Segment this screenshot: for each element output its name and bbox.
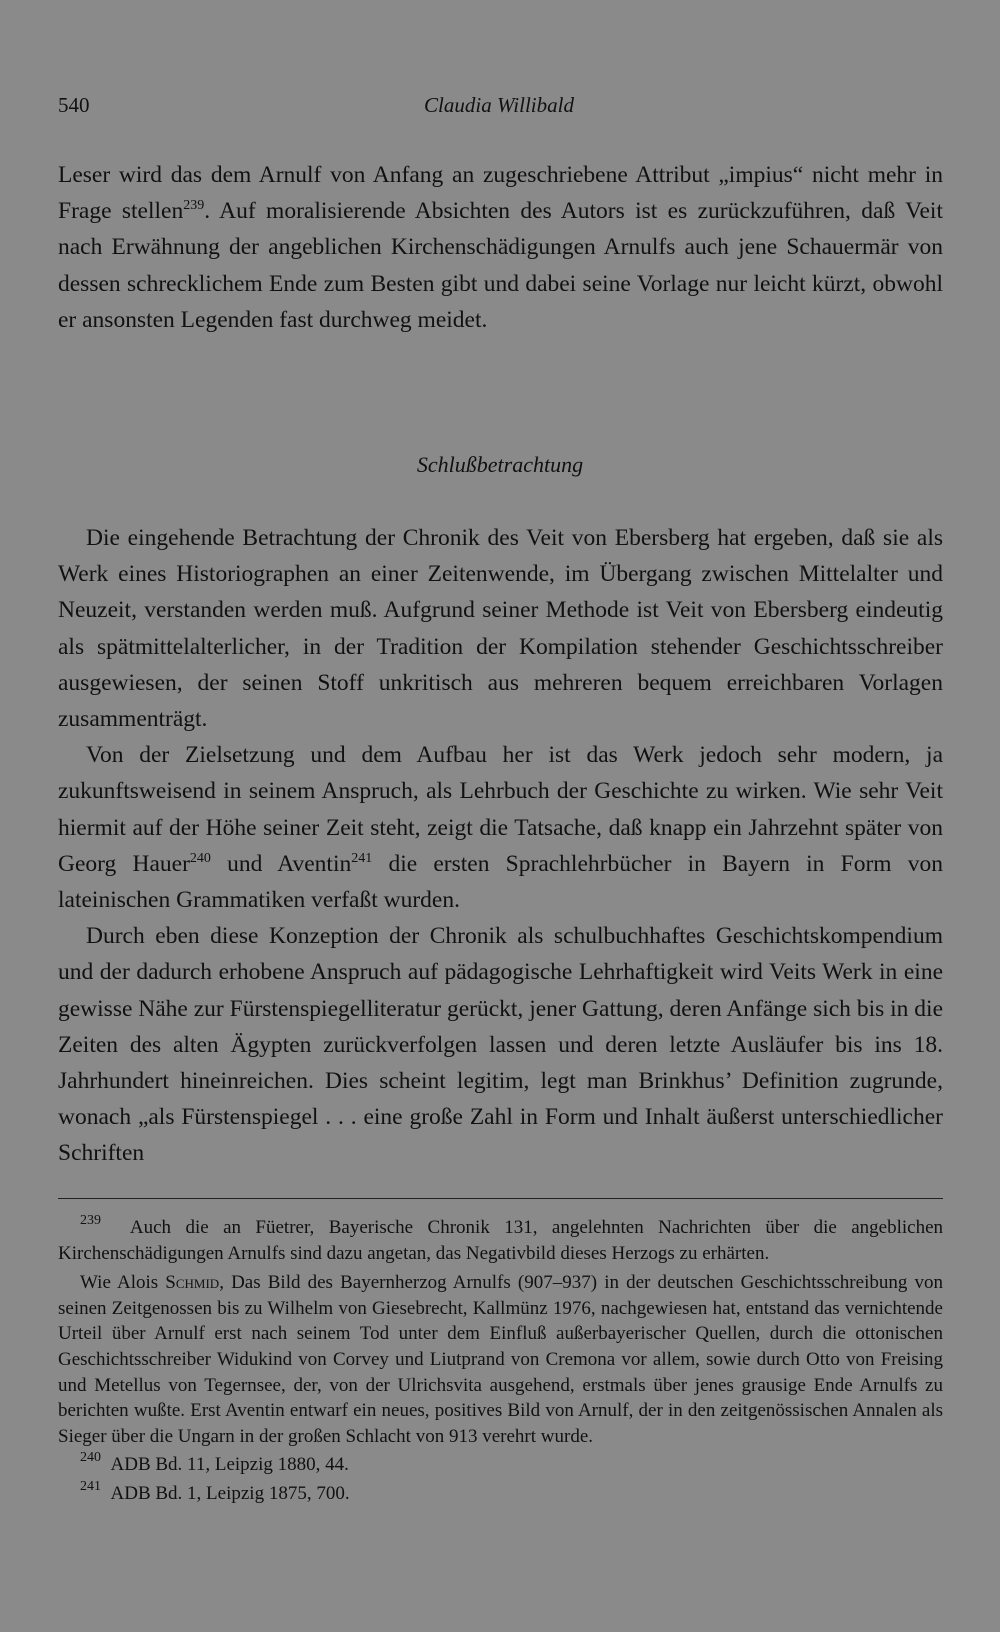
- footnote-239-cont-b: , Das Bild des Bayernherzog Arnulfs (907–937) in der deutschen Geschichtsschreibung von seinen Zeitgenossen bis zu Wilhelm von Giesebrecht, Kallmünz 1976, nachgewiesen hat, entstand das vernichtende Urteil über Arnulf erst nach seinem Tod unter dem Einfluß außerbayerischer Quellen, durch die ottonischen Geschichtsschreiber Widukind von Corvey und Liutprand von Cremona vor allem, sowie durch Otto von Freising und Metellus von Tegernsee, der, von der Ulrichsvita ausgehend, erstmals über jenes grausige Ende Arnulfs zu berichten wußte. Erst Aventin entwarf ein neues, positives Bild von Arnulf, der in den zeitgenössischen Annalen als Sieger über die Ungarn in der großen Schlacht von 913 verehrt wurde.: [58, 1272, 943, 1447]
- footnote-240: [58, 1452, 943, 1478]
- section-heading: Schlußbetrachtung: [416, 452, 584, 477]
- footnote-240-text: ADB Bd. 11, Leipzig 1880, 44.: [110, 1454, 349, 1476]
- footnote-239: [58, 1215, 943, 1266]
- footnotes: [58, 1215, 943, 1510]
- footnote-241: [58, 1478, 943, 1507]
- footnote-241-text: ADB Bd. 1, Leipzig 1875, 700.: [110, 1482, 350, 1504]
- footnote-number-241: 241: [80, 1478, 101, 1494]
- paragraph-1: Die eingehende Betrachtung der Chronik des Veit von Ebersberg hat ergeben, daß sie als Werk eines Historiographen an einer Zeitenwende, im Übergang zwischen Mittelalter und Neuzeit, verstanden werden muß. Aufgrund seiner Methode ist Veit von Ebersberg eindeutig als spätmittelalterlicher, in der Tradition der Kompilation stehender Geschichtsschreiber ausgewiesen, der seinen Stoff unkritisch aus mehreren bequem erreichbaren Vorlagen zusammenträgt.: [58, 525, 943, 733]
- paragraph-2-text-c: die ersten Sprachlehrbücher in Bayern in Form von lateinischen Grammatiken verfaßt wurden.: [58, 850, 943, 914]
- intro-text-2: . Auf moralisierende Absichten des Autors ist es zurückzuführen, daß Veit nach Erwähnung der angeblichen Kirchenschädigungen Arnulfs auch jene Schauermär von dessen schrecklichem Ende zum Besten gibt und dabei seine Vorlage nur leicht kürzt, obwohl er ansonsten Legenden fast durchweg meidet.: [58, 198, 943, 333]
- footnote-number-240: 240: [80, 1450, 101, 1466]
- footnote-239-cont-a: Wie Alois: [80, 1272, 166, 1294]
- footnote-ref-239: 239: [183, 198, 205, 214]
- section-body: [58, 520, 943, 1172]
- page-header: [58, 93, 940, 123]
- intro-paragraph: [58, 157, 943, 338]
- running-head: Claudia Willibald: [424, 93, 574, 117]
- footnote-author-schmid: Schmid: [165, 1272, 220, 1294]
- intro-text-1: Leser wird das dem Arnulf von Anfang an zugeschriebene Attribut „impius“ nicht mehr in Frage stellen: [58, 162, 943, 225]
- paragraph-2-text-b: und Aventin: [210, 850, 352, 877]
- footnote-number-239: 239: [80, 1213, 101, 1228]
- page-number: 540: [58, 93, 90, 117]
- paragraph-3: Durch eben diese Konzeption der Chronik als schulbuchhaftes Geschichtskompendium und der dadurch erhobene Anspruch auf pädagogische Lehrhaftigkeit wird Veits Werk in eine gewisse Nähe zur Fürstenspiegelliteratur gerückt, jener Gattung, deren Anfänge sich bis in die Zeiten des alten Ägypten zurückverfolgen lassen und deren letzte Ausläufer bis ins 18. Jahrhundert hineinreichen. Dies scheint legitim, legt man Brinkhus’ Definition zugrunde, wonach „als Fürstenspiegel . . . eine große Zahl in Form und Inhalt äußerst unterschiedlicher Schriften: [58, 923, 943, 1167]
- footnote-239-text: Auch die an Füetrer, Bayerische Chronik 131, angelehnten Nachrichten über die angeblichen Kirchenschädigungen Arnulfs sind dazu angetan, das Negativbild dieses Herzogs zu erhärten.: [58, 1217, 944, 1264]
- paragraph-2: [58, 737, 943, 918]
- footnote-239-continuation: [58, 1270, 943, 1449]
- paragraph-2-text-a: Von der Zielsetzung und dem Aufbau her ist das Werk jedoch sehr modern, ja zukunftsweisend in seinem Anspruch, als Lehrbuch der Geschichte zu wirken. Wie sehr Veit hiermit auf der Höhe seiner Zeit steht, zeigt die Tatsache, daß knapp ein Jahrzehnt später von Georg Hauer: [58, 742, 943, 877]
- footnote-ref-240: 240: [189, 850, 211, 866]
- footnote-ref-241: 241: [351, 850, 373, 866]
- footnote-divider: [58, 1198, 943, 1199]
